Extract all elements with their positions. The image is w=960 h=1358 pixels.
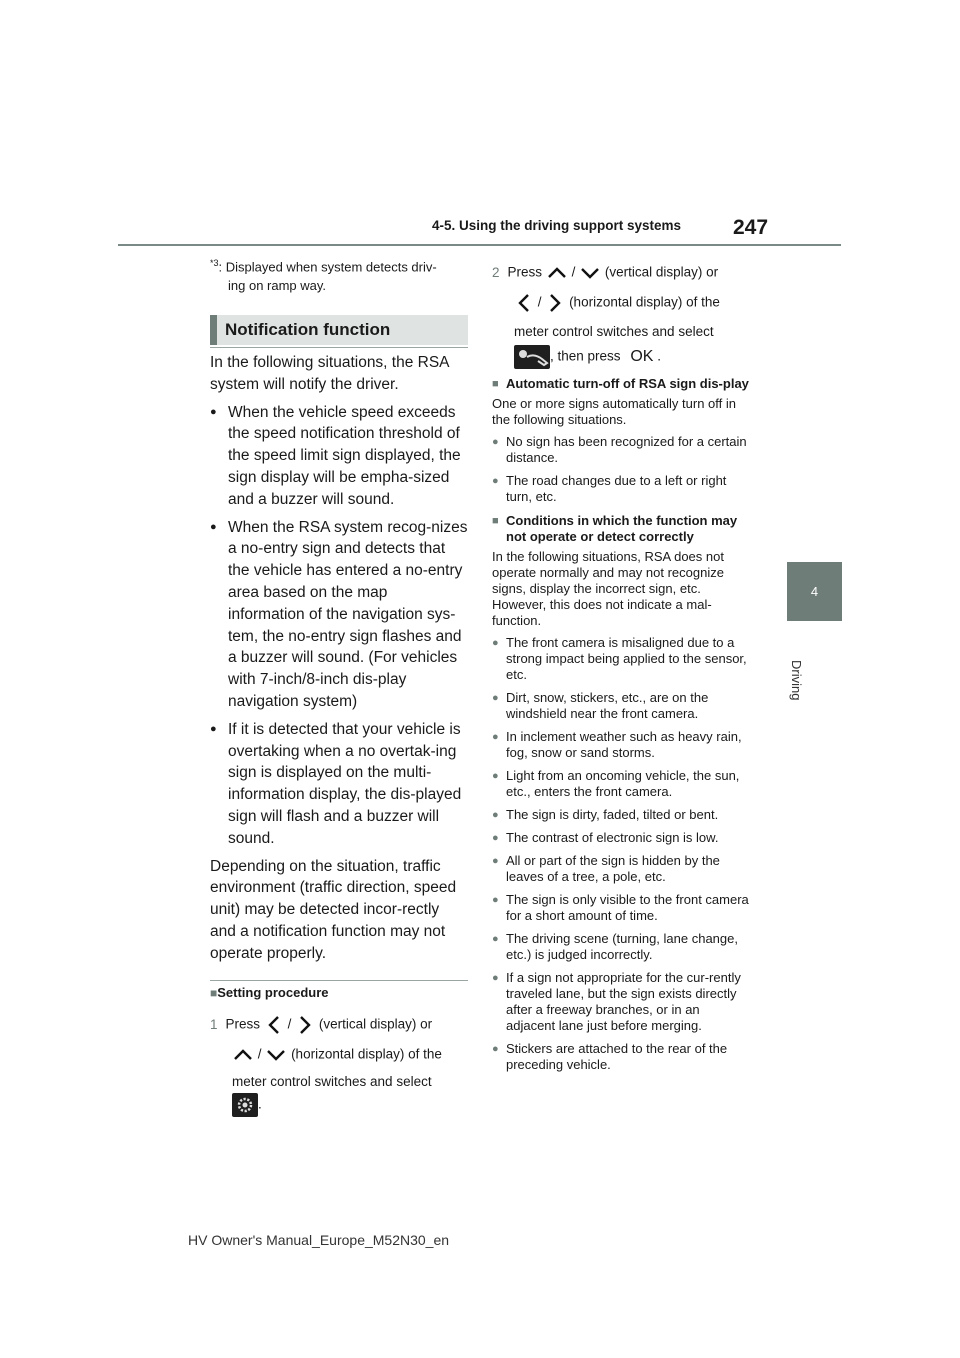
step-text: / [257, 1046, 262, 1062]
section-rule [210, 347, 468, 348]
step-text: (horizontal display) of the [569, 294, 720, 310]
step-2 [492, 264, 750, 369]
auto-off-intro: One or more signs automatically turn off in the following situations. [492, 396, 736, 427]
list-item: ● The contrast of electronic sign is low. [492, 830, 750, 846]
list-item: ● The sign is dirty, faded, tilted or bent. [492, 807, 750, 823]
setting-heading: ■Setting procedure [210, 985, 329, 1000]
conditions-heading: ■ Conditions in which the function may not operate or detect correctly [492, 513, 750, 545]
step-text: meter control switches and select [232, 1074, 432, 1089]
chevron-down-icon [265, 1046, 287, 1064]
footnote [210, 254, 468, 295]
list-item: ● When the vehicle speed exceeds the speed notification threshold of the speed limit sign displayed, the sign display will be empha-sized and a buzzer will sound. [210, 402, 468, 511]
auto-off-heading: ■ Automatic turn-off of RSA sign dis-play [492, 376, 750, 392]
list-item: ● The sign is only visible to the front camera for a short amount of time. [492, 892, 750, 924]
list-item: ● The front camera is misaligned due to a strong impact being applied to the sensor, etc. [492, 635, 750, 683]
list-item: ● When the RSA system recog-nizes a no-entry sign and detects that the vehicle has entered a no-entry area based on the map information of the navigation sys-tem, the no-entry sign flashes and a buzzer will sound. (For vehicles with 7-inch/8-inch dis-play navigation system) [210, 517, 468, 713]
list-item: ● The driving scene (turning, lane change, etc.) is judged incorrectly. [492, 931, 750, 963]
step-2-line2 [492, 292, 750, 314]
left-column-body [210, 352, 468, 965]
ok-icon: OK [630, 347, 654, 365]
footnote-text-2: ing on ramp way. [228, 278, 327, 294]
intro-paragraph: In the following situations, the RSA system will notify the driver. [210, 354, 449, 393]
setting-procedure [210, 985, 468, 1117]
settings-gear-icon [232, 1093, 258, 1117]
step-text: (vertical display) or [318, 1016, 433, 1032]
step-text: , then press [550, 348, 621, 364]
step-text: / [537, 294, 542, 310]
step-text: (vertical display) or [604, 264, 719, 280]
list-item: ● The road changes due to a left or right turn, etc. [492, 473, 750, 505]
step-1-line4 [210, 1093, 468, 1117]
chevron-up-icon [232, 1046, 254, 1064]
footnote-marker: *3 [210, 258, 219, 268]
chevron-left-icon [514, 292, 534, 314]
section-title: 4-5. Using the driving support systems [432, 218, 682, 233]
list-item: ● If it is detected that your vehicle is overtaking when a no overtak-ing sign is displayed on the multi-information display, the dis-played sign will flash and a buzzer will sound. [210, 719, 468, 850]
chevron-right-icon [295, 1014, 315, 1036]
step-text: . [258, 1096, 262, 1112]
section-heading: Notification function [210, 315, 468, 345]
step-text: meter control switches and select [514, 324, 714, 339]
rsa-sign-icon [514, 345, 550, 369]
step-2-line1 [492, 264, 750, 282]
step-1 [210, 1014, 468, 1036]
list-item: ● Light from an oncoming vehicle, the sun, etc., enters the front camera. [492, 768, 750, 800]
chevron-up-icon [546, 264, 568, 282]
chapter-tab-label: Driving [789, 660, 804, 701]
list-item: ● All or part of the sign is hidden by the leaves of a tree, a pole, etc. [492, 853, 750, 885]
chevron-left-icon [264, 1014, 284, 1036]
chapter-tab: 4 [787, 562, 842, 621]
step-number: 1 [210, 1016, 218, 1032]
footnote-text: : Displayed when system detects driv- [218, 259, 437, 275]
divider [210, 980, 468, 981]
step-number: 2 [492, 264, 500, 280]
page-number: 247 [733, 216, 769, 239]
conditions-intro: In the following situations, RSA does not operate normally and may not recognize signs, display the incorrect sign, etc. However, this does not indicate a mal-function. [492, 549, 724, 628]
header-rule [118, 244, 841, 246]
chevron-right-icon [545, 292, 565, 314]
right-column-body [492, 376, 750, 1080]
step-text: Press [225, 1016, 261, 1032]
step-text: / [287, 1016, 292, 1032]
step-text: (horizontal display) of the [291, 1046, 442, 1062]
list-item: ● Stickers are attached to the rear of the preceding vehicle. [492, 1041, 750, 1073]
list-item: ● Dirt, snow, stickers, etc., are on the windshield near the front camera. [492, 690, 750, 722]
list-item: ● No sign has been recognized for a certain distance. [492, 434, 750, 466]
step-text: / [571, 264, 576, 280]
step-text: Press [507, 264, 543, 280]
list-item: ● In inclement weather such as heavy rain, fog, snow or sand storms. [492, 729, 750, 761]
footer: HV Owner's Manual_Europe_M52N30_en [188, 1232, 450, 1248]
closing-paragraph: Depending on the situation, traffic environment (traffic direction, speed unit) may be detected incor-rectly and a notification function may not operate properly. [210, 857, 457, 962]
chevron-down-icon [579, 264, 601, 282]
step-2-line4 [492, 345, 750, 369]
list-item: ● If a sign not appropriate for the cur-rently traveled lane, but the sign exists directly after a freeway branches, or in an adjacent lane just before merging. [492, 970, 750, 1034]
step-text: . [657, 348, 661, 364]
step-1-line2 [210, 1046, 468, 1064]
